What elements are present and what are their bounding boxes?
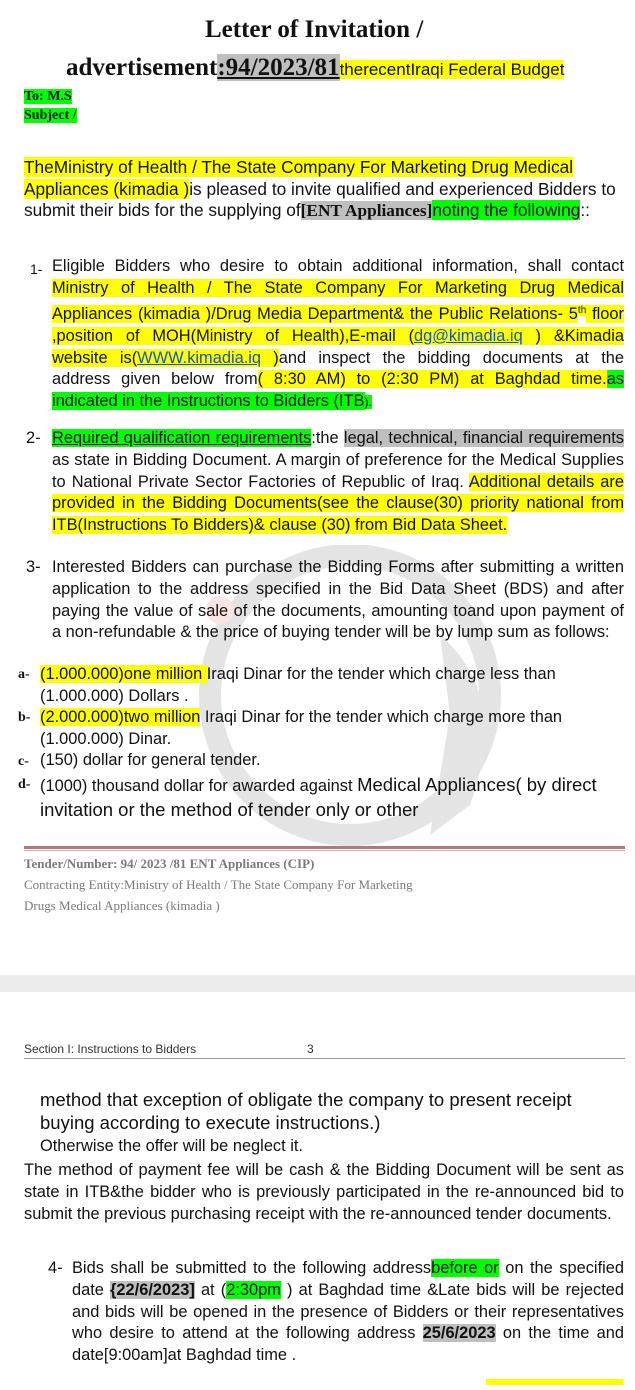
item-1-number: 1- — [30, 261, 43, 277]
header-rule — [24, 1058, 625, 1059]
subject-label: Subject / — [24, 108, 77, 123]
highlight-fragment — [486, 1379, 623, 1385]
page-2 — [0, 992, 635, 1390]
neglect-text: Otherwise the offer will be neglect it. — [40, 1137, 303, 1155]
footer-line-1: Tender/Number: 94/ 2023 /81 ENT Appliances (CIP) — [24, 856, 315, 871]
item-3-number: 3- — [26, 558, 41, 576]
subitem-b-label: b- — [18, 710, 31, 725]
continued-text: method that exception of obligate the company to present receipt buying according to execute instructions.) — [40, 1089, 572, 1133]
intro-paragraph: TheMinistry of Health / The State Company For Marketing Drug Medical Appliances (kimadia )is pleased to invite qualified and experienced Bidders to submit their bids for the supplying of[ENT Appliances]noting the following:: — [24, 157, 616, 221]
item-1-text: Eligible Bidders who desire to obtain additional information, shall contact Ministry of Health / The State Company For Marketing Drug Medical Appliances (kimadia )/Drug Media Department& the Public Relations- 5th floor ,position of MOH(Ministry of Health),E-mail (dg@kimadia.iq ) &Kimadia website is(WWW.kimadia.iq )and inspect the bidding documents at the address given below from( 8:30 AM) to (2:30 PM) at Baghdad time.as indicated in the Instructions to Bidders (ITB). — [52, 257, 624, 411]
subitem-c-label: c- — [18, 754, 29, 769]
subitem-a-text: (1.000.000)one million Iraqi Dinar for the tender which charge less than (1.000.000) Dollars . — [40, 665, 556, 705]
footer-line-3: Drugs Medical Appliances (kimadia ) — [24, 898, 220, 913]
item-4-number: 4- — [48, 1259, 63, 1277]
document-title-line1: Letter of Invitation / — [205, 16, 424, 43]
document-title-line2 — [66, 54, 564, 82]
item-2-text: Required qualification requirements:the legal, technical, financial requirements as state in Bidding Document. A margin of preference for the Medical Supplies to National Private Sector Factories of Republic of Iraq. Additional details are provided in the Bidding Documents(see the clause(30) priority national from ITB(Instructions To Bidders)& clause (30) from Bid Data Sheet. — [52, 429, 624, 535]
website-link[interactable]: WWW.kimadia.iq — [137, 348, 262, 367]
title-advertisement: advertisement — [66, 54, 218, 81]
subitem-c-text: (150) dollar for general tender. — [40, 751, 261, 769]
item-4-text: Bids shall be submitted to the following addressbefore or on the specified date {22/6/2023] at (2:30pm ) at Baghdad time &Late bids will be rejected and bids will be opened in the presence of Bidders or their representatives who desire to attend at the following address 25/6/2023 on the time and date[9:00am]at Baghdad time . — [72, 1259, 624, 1365]
subitem-d-label: d- — [18, 777, 31, 792]
item-3-text: Interested Bidders can purchase the Bidding Forms after submitting a written application to the address specified in the Bid Data Sheet (BDS) and after paying the value of sale of the documents, amounting toand upon payment of a non-refundable & the price of buying tender will be by lump sum as follows: — [52, 558, 624, 642]
item-2-number: 2- — [26, 429, 41, 447]
tender-number-highlight: :94/2023/81 — [217, 54, 340, 81]
payment-paragraph: The method of payment fee will be cash & the Bidding Document will be sent as state in ITB&the bidder who is previously participated in the re-announced bid to submit the previous purchasing receipt with the re-announced tender documents. — [24, 1161, 624, 1223]
footer-line-2: Contracting Entity:Ministry of Health / The State Company For Marketing — [24, 877, 413, 892]
footer-rule — [24, 846, 625, 849]
subitem-a-label: a- — [18, 667, 30, 682]
title-budget-highlight: therecentIraqi Federal Budget — [339, 60, 565, 79]
email-link[interactable]: dg@kimadia.iq — [414, 326, 523, 345]
page-separator — [0, 975, 635, 992]
product-name-highlight: [ENT Appliances] — [300, 201, 433, 221]
subitem-d-text: (1000) thousand dollar for awarded against Medical Appliances( by direct invitation or the method of tender only or other — [40, 774, 597, 820]
page-footer — [24, 853, 413, 916]
subitem-b-text: (2.000.000)two million Iraqi Dinar for the tender which charge more than (1.000.000) Dinar. — [40, 708, 563, 748]
page-number: 3 — [307, 1042, 314, 1056]
section-header: Section I: Instructions to Bidders — [24, 1042, 197, 1056]
to-label: To: M.S — [24, 89, 72, 104]
footer-rule-thin — [24, 850, 625, 851]
